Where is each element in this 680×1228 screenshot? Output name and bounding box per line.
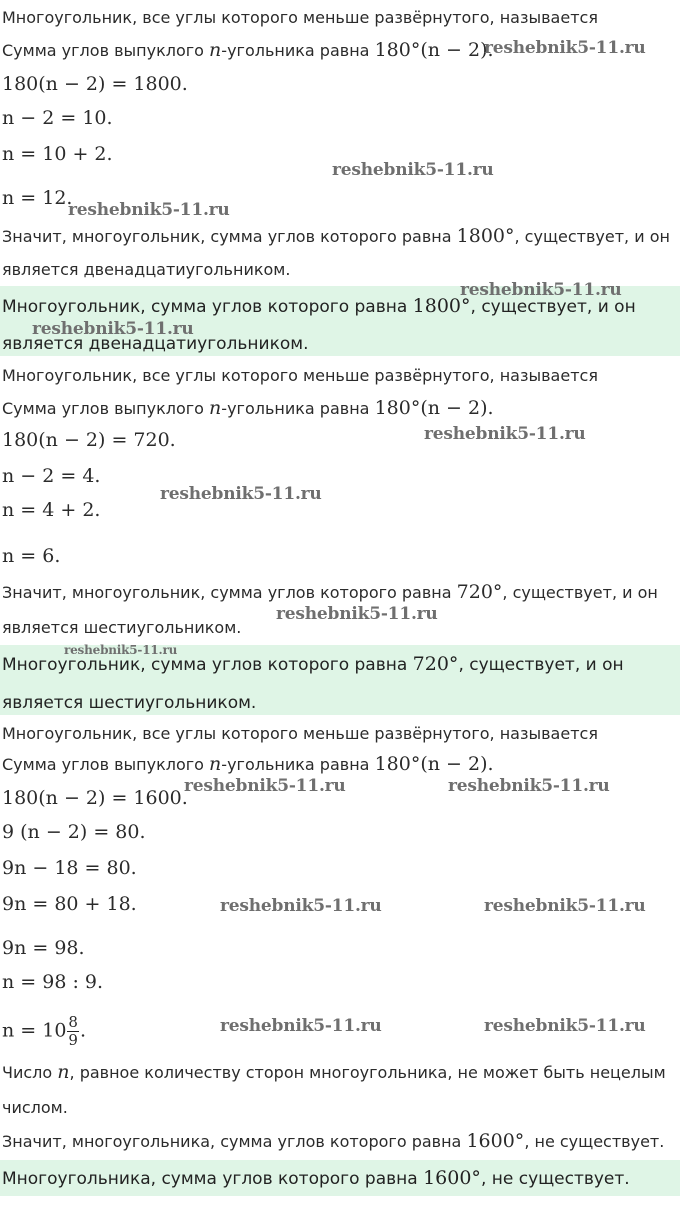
note-var: n [57, 1061, 70, 1083]
equation-1: 180(n − 2) = 1600. [2, 787, 188, 809]
equation-7-suffix: . [79, 1019, 87, 1042]
answer-text-b: , существует, и он [458, 655, 624, 675]
watermark: reshebnik5-11.ru [160, 484, 322, 504]
conclusion-value: 1600° [466, 1130, 525, 1152]
sum-suffix: -угольника равна [221, 399, 370, 418]
equation-3: n = 10 + 2. [2, 143, 113, 165]
watermark: reshebnik5-11.ru [64, 643, 178, 657]
answer-value: 1600° [423, 1167, 481, 1189]
sum-text: Сумма углов выпуклого [2, 755, 204, 774]
definition-text: Многоугольник, все углы которого меньше развёрнутого, называется [2, 366, 598, 385]
watermark: reshebnik5-11.ru [484, 896, 646, 916]
conclusion-text-b: , существует, и он [502, 583, 658, 602]
equation-4: 9n = 80 + 18. [2, 893, 137, 915]
watermark: reshebnik5-11.ru [184, 776, 346, 796]
sum-var: n [209, 39, 222, 61]
note-line [2, 1062, 666, 1083]
answer-line-2: является шестиугольником. [2, 693, 257, 713]
answer-line [2, 1168, 630, 1189]
equation-4: n = 12. [2, 187, 73, 209]
conclusion-text: Значит, многоугольник, сумма углов которого равна [2, 227, 452, 246]
answer-line-2: является двенадцатиугольником. [2, 334, 309, 354]
conclusion-value: 1800° [456, 225, 515, 247]
equation-1: 180(n − 2) = 1800. [2, 73, 188, 95]
conclusion-text-b: , существует, и он [514, 227, 670, 246]
equation-3: 9n − 18 = 80. [2, 857, 137, 879]
definition-text: Многоугольник, все углы которого меньше развёрнутого, называется [2, 724, 598, 743]
fraction-denominator: 9 [68, 1031, 78, 1049]
sum-formula-line [2, 398, 494, 419]
answer-text: Многоугольник, сумма углов которого равна [2, 297, 408, 317]
answer-text: Многоугольник, сумма углов которого равна [2, 655, 408, 675]
answer-value: 1800° [412, 295, 471, 317]
watermark: reshebnik5-11.ru [460, 280, 622, 300]
watermark: reshebnik5-11.ru [276, 604, 438, 624]
conclusion-line [2, 226, 670, 247]
sum-var: n [209, 397, 222, 419]
definition-text: Многоугольник, все углы которого меньше развёрнутого, называется [2, 8, 598, 27]
answer-text-b: , существует, и он [470, 297, 636, 317]
conclusion-text: Значит, многоугольник, сумма углов которого равна [2, 583, 452, 602]
sum-formula: 180°(n − 2). [374, 39, 494, 61]
answer-text: Многоугольника, сумма углов которого равна [2, 1169, 418, 1189]
equation-4: n = 6. [2, 545, 61, 567]
sum-suffix: -угольника равна [221, 41, 370, 60]
conclusion-line-2: является шестиугольником. [2, 618, 242, 637]
fraction-numerator: 8 [68, 1013, 78, 1031]
conclusion-line [2, 582, 658, 603]
equation-5: 9n = 98. [2, 937, 85, 959]
sum-formula-line [2, 754, 494, 775]
mixed-fraction [67, 1014, 79, 1049]
sum-suffix: -угольника равна [221, 755, 370, 774]
note-text: Число [2, 1063, 53, 1082]
equation-7-whole: n = 10 [2, 1019, 67, 1042]
sum-text: Сумма углов выпуклого [2, 41, 204, 60]
answer-line [2, 654, 624, 675]
sum-formula-line [2, 40, 494, 61]
conclusion-text: Значит, многоугольника, сумма углов которого равна [2, 1132, 462, 1151]
conclusion-line [2, 1131, 664, 1152]
watermark: reshebnik5-11.ru [220, 896, 382, 916]
watermark: reshebnik5-11.ru [484, 38, 646, 58]
answer-text-b: , не существует. [480, 1169, 630, 1189]
sum-text: Сумма углов выпуклого [2, 399, 204, 418]
equation-2: n − 2 = 4. [2, 465, 101, 487]
note-text-b: , равное количеству сторон многоугольника, не может быть нецелым [69, 1063, 666, 1082]
watermark: reshebnik5-11.ru [484, 1016, 646, 1036]
equation-3: n = 4 + 2. [2, 499, 101, 521]
sum-formula: 180°(n − 2). [374, 753, 494, 775]
equation-2: n − 2 = 10. [2, 107, 113, 129]
watermark: reshebnik5-11.ru [424, 424, 586, 444]
sum-formula: 180°(n − 2). [374, 397, 494, 419]
watermark: reshebnik5-11.ru [332, 160, 494, 180]
conclusion-line-2: является двенадцатиугольником. [2, 260, 291, 279]
answer-box [0, 1160, 680, 1196]
watermark: reshebnik5-11.ru [448, 776, 610, 796]
watermark: reshebnik5-11.ru [68, 200, 230, 220]
note-line-2: числом. [2, 1098, 68, 1117]
equation-7 [2, 1014, 86, 1049]
conclusion-value: 720° [456, 581, 503, 603]
equation-2: 9 (n − 2) = 80. [2, 821, 146, 843]
sum-var: n [209, 753, 222, 775]
watermark: reshebnik5-11.ru [220, 1016, 382, 1036]
conclusion-text-b: , не существует. [524, 1132, 665, 1151]
answer-value: 720° [412, 653, 459, 675]
equation-1: 180(n − 2) = 720. [2, 429, 176, 451]
equation-6: n = 98 : 9. [2, 971, 104, 993]
watermark: reshebnik5-11.ru [32, 319, 194, 339]
